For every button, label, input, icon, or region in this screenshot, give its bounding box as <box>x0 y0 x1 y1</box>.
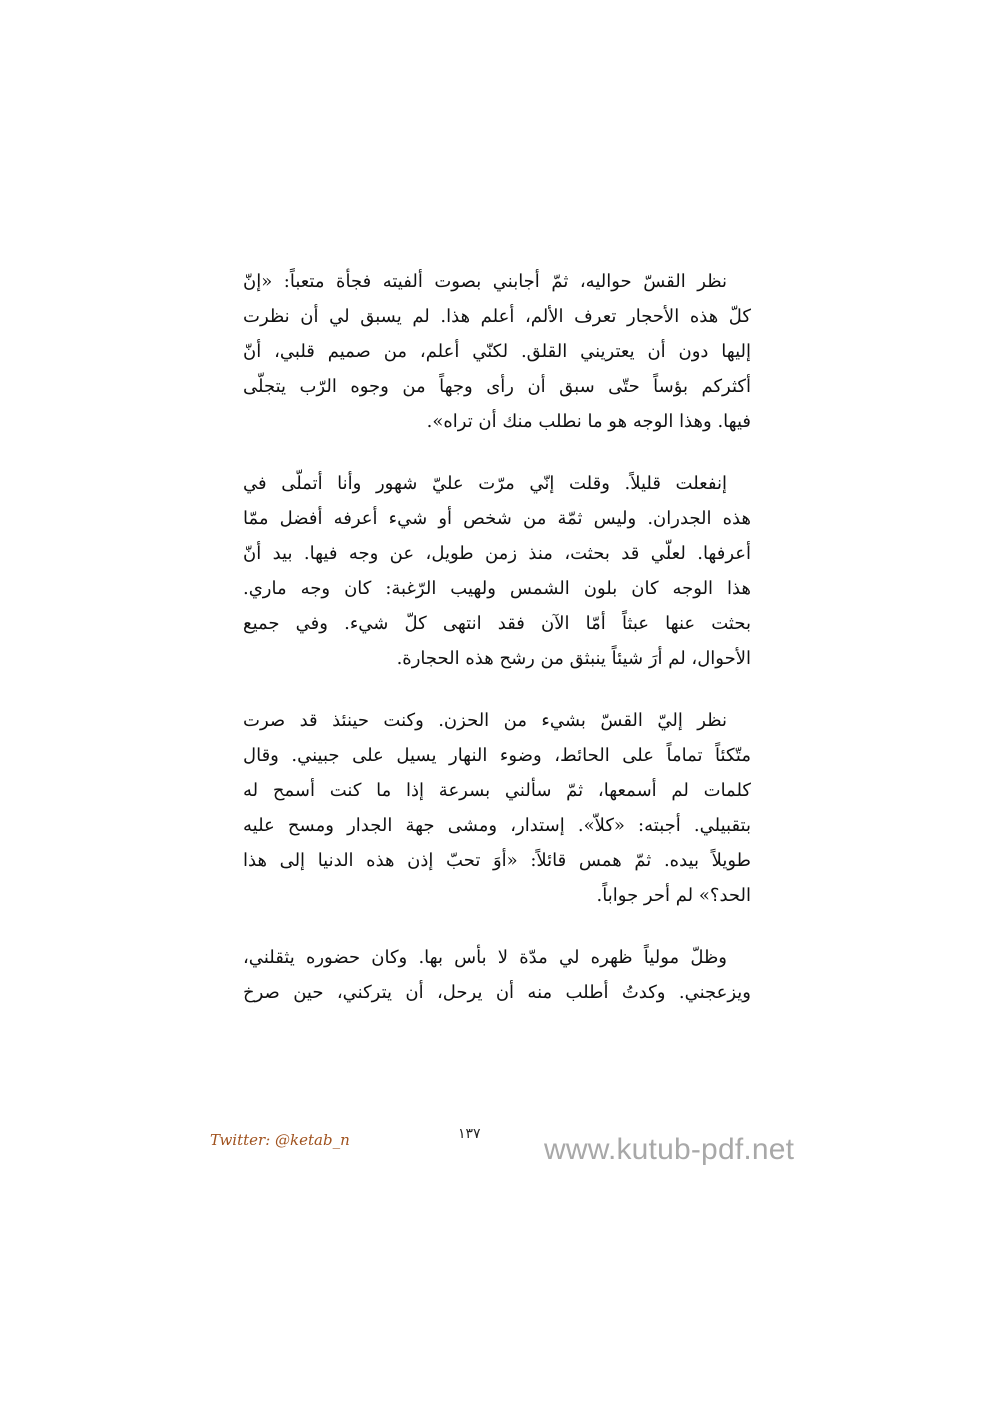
text-line: كلّ هذه الأحجار تعرف الألم، أعلم هذا. لم يسبق لي أن نظرت <box>243 306 751 327</box>
text-line: هذه الجدران. وليس ثمّة من شخص أو شيء أعرفه أفضل ممّا <box>243 508 751 529</box>
text-line: هذا الوجه كان بلون الشمس ولهيب الرّغبة: كان وجه ماري. <box>243 578 751 599</box>
text-line: وظلّ مولياً ظهره لي مدّة لا بأس بها. وكان حضوره يثقلني، <box>243 947 727 968</box>
text-line: فيها. وهذا الوجه هو ما نطلب منك أن تراه». <box>426 411 751 432</box>
paragraph-3 <box>243 703 751 913</box>
text-line: متّكئاً تماماً على الحائط، وضوء النهار يسيل على جبيني. وقال <box>243 745 751 766</box>
text-line: نظر القسّ حواليه، ثمّ أجابني بصوت ألفيته فجأة متعباً: «إنّ <box>243 271 727 292</box>
twitter-handle: Twitter: @ketab_n <box>210 1131 350 1149</box>
page-number: ١٣٧ <box>458 1126 481 1142</box>
text-line: إنفعلت قليلاً. وقلت إنّي مرّت عليّ شهور وأنا أتملّى في <box>243 473 727 494</box>
text-line: ويزعجني. وكدتُ أطلب منه أن يرحل، أن يتركني، حين صرخ <box>243 982 751 1003</box>
text-line: طويلاً بيده. ثمّ همس قائلاً: «أوَ تحبّ إذن هذه الدنيا إلى هذا <box>243 850 751 871</box>
paragraph-4 <box>243 940 751 1010</box>
text-line: كلمات لم أسمعها، ثمّ سألني بسرعة إذا ما كنت أسمح له <box>243 780 751 801</box>
watermark-url: www.kutub-pdf.net <box>544 1133 795 1166</box>
paragraph-gap <box>243 439 751 466</box>
text-line: الأحوال، لم أرَ شيئاً ينبثق من رشح هذه الحجارة. <box>396 648 751 669</box>
text-line: أعرفها. لعلّي قد بحثت، منذ زمن طويل، عن وجه فيها. بيد أنّ <box>243 543 751 564</box>
paragraph-gap <box>243 913 751 940</box>
text-line: الحد؟» لم أحر جواباً. <box>596 885 751 906</box>
paragraph-gap <box>243 676 751 703</box>
paragraph-1 <box>243 264 751 439</box>
text-line: بحثت عنها عبثاً أمّا الآن فقد انتهى كلّ شيء. وفي جميع <box>243 613 751 634</box>
page-body <box>243 264 751 1010</box>
paragraph-2 <box>243 466 751 676</box>
text-line: نظر إليّ القسّ بشيء من الحزن. وكنت حينئذ قد صرت <box>243 710 727 731</box>
text-line: بتقبيلي. أجبته: «كلاّ». إستدار، ومشى جهة الجدار ومسح عليه <box>243 815 751 836</box>
text-line: إليها دون أن يعتريني القلق. لكنّي أعلم، من صميم قلبي، أنّ <box>243 341 751 362</box>
text-line: أكثركم بؤساً حتّى سبق أن رأى وجهاً من وجوه الرّب يتجلّى <box>243 376 751 397</box>
